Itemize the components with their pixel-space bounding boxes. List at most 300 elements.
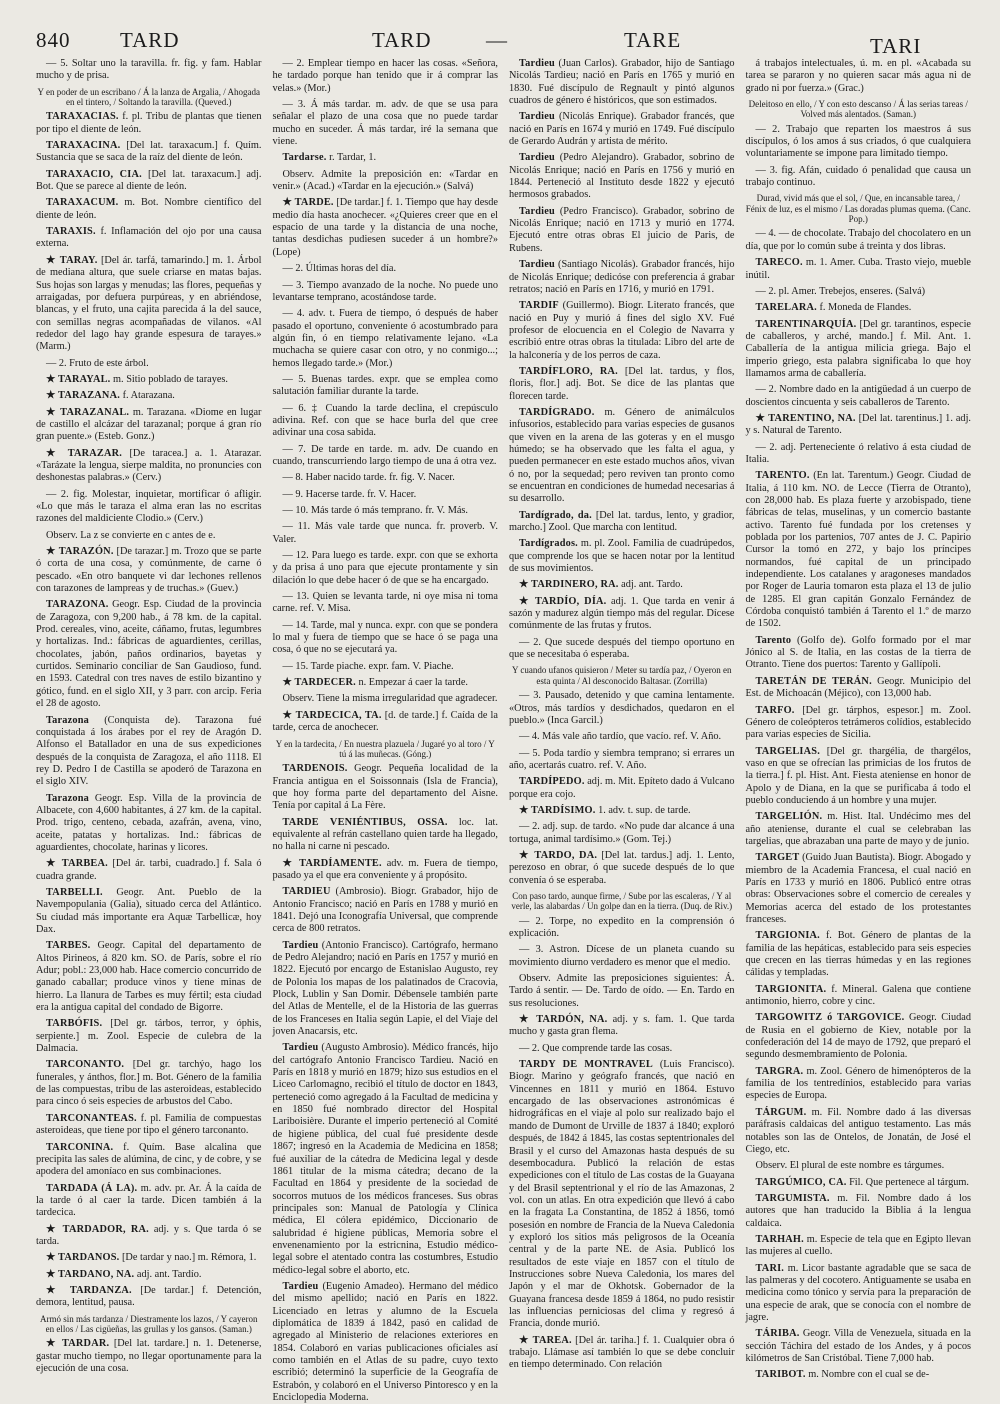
entry-definition: [De taracea.] a. 1. Atarazar. «Tarázate la lengua, sierpe maldita, no pronuncies con deshonestas palabras.» (Cerv.) <box>36 447 262 484</box>
dictionary-entry <box>509 58 735 107</box>
dictionary-entry <box>36 226 262 251</box>
dictionary-entry <box>273 1042 499 1277</box>
column-4 <box>745 58 972 1381</box>
entry-headword: TARGET <box>755 852 800 864</box>
entry-headword: ★ TARAY. <box>46 254 98 266</box>
entry-definition: (Juan Carlos). Grabador, hijo de Santiago Nicolás Tardieu; nació en París en 1765 y murió en 1830. Fué discípulo de Regnault y pintó algunos cuadros de género é históricos, que son estimados. <box>509 58 735 107</box>
entry-definition: [Del gr. thargélia, de thargélos, vaso en que se ofrecían las primicias de los frutos de la tierra.] f. pl. Hist. Ant. Fiesta ateniense en honor de Apolo y de Diana, en la que se purificaba á todo el pueblo conduciendo á un hombre y una mujer. <box>745 745 971 806</box>
dictionary-entry <box>509 1059 735 1331</box>
entry-definition: (Antonio Francisco). Cartógrafo, hermano de Pedro Alejandro; nació en París en 1757 y murió en 1822. Ejecutó por encargo de Estanislao Augusto, rey de Polonia los mapas de los palatinados de Cracovia, Plock, Lublin y San Domir. Débensele también parte del Atlas de Mentelle, el de la Historia de las guerras de los Franceses en Italia según Lapie, el del Viaje del joven Anacarsis, etc. <box>272 939 499 1038</box>
dictionary-entry <box>36 489 262 526</box>
entry-definition: — 2. adj. sup. de tardo. «No pude dar alcance á una tortuga, animal tardísimo.» (Gom. Tej.) <box>509 821 735 845</box>
entry-headword: TARDÍFLORO, RA. <box>519 365 618 377</box>
entry-definition: Observ. La z se convierte en c antes de e. <box>46 529 216 541</box>
entry-headword: Tardieu <box>282 1280 319 1292</box>
entry-headword: TARENTINARQUÍA. <box>755 318 857 330</box>
column-3 <box>509 58 735 1371</box>
entry-definition: f. pl. Familia de compuestas asteroideas, que tiene por tipo el género tarconanto. <box>36 1112 262 1137</box>
entry-headword: TARGRA. <box>755 1065 804 1077</box>
entry-headword: TARAXACINA. <box>46 140 121 152</box>
entry-headword: Tardieu <box>519 259 555 271</box>
entry-definition: [Del ár. tarbi, cuadrado.] f. Sala ó cuadra grande. <box>36 858 262 882</box>
entry-definition: f. Quím. Base alcalina que precipita las sales de alúmina, de cinc, y de cobre, y se apodera del amoníaco en sus combinaciones. <box>36 1141 262 1178</box>
dictionary-entry <box>36 715 262 789</box>
dictionary-entry <box>746 124 972 161</box>
dictionary-entry <box>36 140 262 165</box>
entry-headword: TARGELIAS. <box>755 745 820 757</box>
entry-definition: — 2. pl. Amer. Trebejos, enseres. (Salvá) <box>755 285 926 297</box>
dictionary-entry <box>746 811 972 848</box>
entry-definition: m. Fil. Nombre dado á los autores que han traducido la Biblia á la lengua caldaica. <box>745 1192 971 1229</box>
entry-headword: ★ TARDÍAMENTE. <box>282 857 382 869</box>
text-columns <box>36 58 972 1404</box>
dictionary-entry <box>509 366 735 403</box>
entry-definition: [De tarazar.] m. Trozo que se parte ó corta de una cosa, y comúnmente, de carne ó pescado. «En otro banquete vi dar lechones rellenos con tarazones de lampreas y de truchas.» (Guev.) <box>36 546 262 595</box>
entry-definition: Geogr. Ant. Pueblo de la Navempopulania (Galia), situado cerca del Atlántico. Su ciudad más importante era Aquæ Tarbellicæ, hoy Dax. <box>36 886 262 935</box>
dictionary-entry <box>746 1328 972 1365</box>
dictionary-entry <box>273 693 499 705</box>
dictionary-entry <box>273 505 499 517</box>
dictionary-entry <box>273 677 499 689</box>
entry-headword: TARAXIS. <box>46 226 96 238</box>
entry-headword: ★ TARAZAR. <box>46 447 123 459</box>
dictionary-entry <box>273 58 499 95</box>
entry-headword: TARCONANTEAS. <box>46 1112 137 1124</box>
entry-definition: (En lat. Tarentum.) Geogr. Ciudad de Italia, á 110 km. NO. de Lecce (Tierra de Otranto), con 28,000 hab. Es plaza fuerte y arzobispado, tiene fábricas de telas, muselinas, y un comercio bastante activo. Tarento fué fundada por los cretenses y poblada por los partenios, 707 antes de J. C. Papirio Cursor la tomó en 272, y bajo los príncipes normandos, fué capital de un principado independiente. Los catalanes y aragoneses mandados por Roger de Lauria tomaron esta plaza el 13 de julio de 1285. El gran capitán Gonzalo Fernández de Córdoba conquistó también á Tarento el 1.º de marzo de 1502. <box>745 470 971 630</box>
dictionary-entry <box>36 448 262 485</box>
entry-definition: [De tardar.] f. Detención, demora, lentitud, pausa. <box>36 1284 262 1309</box>
entry-headword: ★ TARDÍSIMO. <box>519 804 596 816</box>
entry-headword: Tardígrado, da. <box>519 509 592 521</box>
dictionary-entry <box>273 521 499 546</box>
entry-headword: Tardieu <box>519 152 555 164</box>
dictionary-entry <box>273 99 499 148</box>
entry-definition: m. pl. Zool. Familia de cuadrúpedos, que comprende los que se hacen notar por la lentitud de sus movimientos. <box>509 538 735 575</box>
entry-headword: ★ TARDADOR, RA. <box>46 1223 149 1235</box>
dictionary-entry <box>509 407 735 506</box>
entry-definition: m. Fil. Nombre dado á las diversas paráfrasis caldaicas del antiguo testamento. Las más notables son las de Ontelos, de Jonatán, de José el Ciego, etc. <box>745 1106 971 1155</box>
dictionary-entry <box>36 887 262 936</box>
entry-headword: TARDADA (Á LA). <box>46 1182 138 1194</box>
entry-headword: Tardieu <box>519 58 555 69</box>
guide-word-right: TARI <box>870 34 922 58</box>
entry-definition: Geogr. Pequeña localidad de la Francia antigua en el Soissonnais (Isla de Francia), que hoy forma parte del departamento del Aisne. Tenía por capital á La Fère. <box>272 763 498 812</box>
dictionary-entry <box>36 58 262 83</box>
dictionary-entry <box>509 748 735 773</box>
dictionary-entry <box>36 1142 262 1179</box>
entry-headword: Tardieu <box>282 939 319 951</box>
entry-definition: (Guillermo). Biogr. Literato francés, que nació en Puy y murió á fines del siglo XV. Fué profesor de elocuencia en el Colegio de Navarra y escribió entre otras obras la titulada: Libro del arte de la halconería y de los perros de caza. <box>509 300 735 361</box>
entry-headword: Tarazona <box>46 792 89 804</box>
entry-headword: TARGÚMICO, CA. <box>755 1176 847 1188</box>
entry-definition: f. Mineral. Galena que contiene antimonio, hierro, cobre y cinc. <box>745 983 971 1008</box>
dictionary-entry <box>746 1160 972 1172</box>
entry-headword: TARGIONIA. <box>755 930 820 942</box>
entry-definition: m. Tarazana. «Diome en lugar de castillo el alcázar del tarazanal; porque á gran río gran puente.» (Esteb. Gonz.) <box>36 406 262 443</box>
dictionary-entry <box>509 1043 735 1055</box>
dictionary-entry <box>273 940 499 1039</box>
entry-definition: [De tardar.] f. 1. Tiempo que hay desde medio día hasta anochecer. «¿Quieres creer que en el espacio de una tarde y la distancia de una noche, tantas desdichas pudiesen suceder á un hombre?» (Lope) <box>272 197 499 258</box>
entry-headword: ★ TARDÓN, NA. <box>519 1014 608 1026</box>
dictionary-entry <box>746 413 972 438</box>
entry-definition: (Ambrosio). Biogr. Grabador, hijo de Antonio Francisco; nació en París en 1788 y murió en 1841. Dejó una Iconografía Universal, que comprende cerca de 800 retratos. <box>272 886 498 935</box>
entry-definition: Observ. Admite las preposiciones siguientes: Á. Tardo á sentir. — De. Tardo de oído. — En. Tardo en sus resoluciones. <box>509 973 735 1009</box>
dictionary-entry <box>746 1012 972 1061</box>
entry-definition: 1. adv. t. sup. de tarde. <box>598 804 691 816</box>
entry-definition: — 3. Á más tardar. m. adv. de que se usa para señalar el plazo de una cosa que no puede tardar mucho en suceder. Á más tardar, iré la semana que viene. <box>272 99 498 148</box>
entry-definition: — 2. Trabajo que reparten los maestros á sus discípulos, ó los amos á sus criados, ó que cualquiera voluntariamente se impone para limitado tiempo. <box>745 123 971 160</box>
entry-definition: Geogr. Esp. Ciudad de la provincia de Zaragoza, con 9,200 hab., á 78 km. de la capital. Prod. cereales, vino, aceite, cáñamo, frutas, legumbres y hortalizas. Ind.: fábricas de aguardientes, cerillas, chocolates, jabón, paños ordinarios, bayetas y curtidos. Seminario conciliar de San Gaudioso, fund. en 1593. Catedral con tres naves de estilo bizantino y gótico, fund. en el siglo XII, y 3 parr. con arcip. Feria el 28 de agosto. <box>36 599 262 710</box>
dictionary-entry <box>273 620 499 657</box>
dictionary-entry <box>746 470 972 630</box>
dictionary-entry <box>273 152 499 164</box>
dictionary-entry <box>36 1338 262 1375</box>
entry-definition: Fil. Que pertenece al tárgum. <box>849 1176 969 1188</box>
entry-definition: adv. m. Fuera de tiempo, pasado ya el que era conveniente y á propósito. <box>272 857 498 881</box>
dictionary-entry <box>36 407 262 444</box>
verse-quote: Y en poder de un escribano / Á la lanza de Argalia, / Ahogada en el tintero, / Soltando la taravilla. (Queved.) <box>37 86 260 108</box>
entry-headword: Tardieu <box>519 111 555 123</box>
entry-definition: — 2. Que comprende tarde las cosas. <box>519 1042 673 1054</box>
verse-quote: Con paso tardo, aunque firme, / Sube por las escaleras, / Y al verle, las alabardas / Un golpe dan en la tierra. (Duq. de Riv.) <box>511 890 733 912</box>
entry-headword: TARGOWITZ ó TARGOVICE. <box>755 1012 905 1024</box>
dictionary-entry <box>746 442 972 467</box>
entry-headword: TARAXACUM. <box>46 197 119 209</box>
entry-headword: TARFO. <box>755 704 795 716</box>
entry-headword: TARCONANTO. <box>46 1059 125 1071</box>
dictionary-entry <box>36 1269 262 1281</box>
entry-definition: — 10. Más tarde ó más temprano. fr. V. Más. <box>282 505 469 516</box>
dictionary-entry <box>509 510 735 535</box>
entry-headword: TARENTO. <box>755 470 810 482</box>
dictionary-entry <box>746 1193 972 1230</box>
dictionary-entry <box>273 1281 499 1404</box>
dictionary-entry <box>273 169 499 194</box>
entry-headword: TARDIF <box>519 300 559 312</box>
dictionary-entry <box>746 705 972 742</box>
dictionary-entry <box>36 1018 262 1055</box>
entry-definition: m. adv. pr. Ar. Á la caída de la tarde ó al caer la tarde. Dicen también á la tardecica. <box>36 1182 262 1219</box>
dictionary-entry <box>273 197 499 259</box>
dictionary-entry <box>273 763 499 812</box>
entry-definition: — 4. Más vale año tardío, que vacío. ref. V. Año. <box>519 731 722 743</box>
entry-headword: TARCONINA. <box>46 1141 114 1153</box>
entry-headword: TARAXACIO, CIA. <box>46 168 142 180</box>
entry-definition: [Del lat. tardus, y flos, floris, flor.] adj. Bot. Se dice de las plantas que florecen tarde. <box>509 365 735 402</box>
entry-definition: [Del lat. tardus.] adj. 1. Lento, perezoso en obrar, ó que sucede después de lo que convenía ó se esperaba. <box>509 849 735 886</box>
entry-definition: — 15. Tarde piache. expr. fam. V. Piache. <box>282 660 454 672</box>
entry-definition: — 8. Haber nacido tarde. fr. fig. V. Nacer. <box>282 472 455 484</box>
entry-definition: [Del gr. tárphos, espesor.] m. Zool. Género de coleópteros tetrámeros colídios, establecido para varias especies de Sicilia. <box>745 704 971 741</box>
entry-headword: TARDE VENIÉNTIBUS, OSSA. <box>282 816 448 828</box>
entry-definition: m. Nombre con el cual se de- <box>808 1369 930 1381</box>
entry-headword: ★ TARDINERO, RA. <box>519 579 619 591</box>
dictionary-entry <box>746 58 972 95</box>
entry-definition: (Luis Francisco). Biogr. Marino y geógrafo francés, que nació en Vincennes en 1811 y murió en 1864. Estuvo encargado de las observaciones astronómicas é hidrográficas en el viaje al polo sur realizado bajo el mando de Dumont de Urville de 1837 á 1840; exploró después, de 1842 á 1845, las costas septentrionales del Brasil y el curso del Amazonas hasta después de su desembocadura. Publicó la relación de estas expediciones con el título de Las costas de la Guayana y del Brasil septentrional y el río de las Amazonas, 2 vol. con un atlas. En otra expedición que llevó á cabo en la fragata La Constantina, de 1852 á 1856, tomó posesión en nombre de Francia de la Nueva Caledonia y exploró los sitios más peligrosos de la Oceanía central y de la parte NE. de Asia. Publicó los resultados de este viaje en 1857 con el título de Instrucciones sobre Nueva Caledonia, los mares del Japón y el mar de Okhotsk. Gobernador de la Guayana francesa desde 1859 á 1864, no pudo resistir las influencias perniciosas del clima y regresó á Francia, donde murió. <box>509 1059 735 1330</box>
dictionary-entry <box>273 280 499 305</box>
dictionary-entry <box>36 374 262 386</box>
dictionary-entry <box>36 1224 262 1249</box>
entry-headword: TARDÍPEDO. <box>519 776 585 788</box>
entry-definition: m. 1. Amer. Cuba. Trasto viejo, mueble inútil. <box>745 257 972 281</box>
dictionary-entry <box>509 731 735 743</box>
dictionary-entry <box>273 550 499 587</box>
entry-definition: f. Inflamación del ojo por una causa externa. <box>36 226 262 250</box>
dictionary-entry <box>509 206 735 255</box>
verse-quote: Durad, vivid más que el sol, / Que, en incansable tarea, / Fénix de luz, es el mismo / Las doradas plumas quema. (Canc. Pop.) <box>745 193 971 225</box>
dictionary-entry <box>746 1369 972 1381</box>
entry-definition: — 5. Poda tardío y siembra temprano; si errares un año, acertarás cuatro. ref. V. Año. <box>509 747 735 771</box>
entry-definition: Geogr. Ciudad de Rusia en el gobierno de Kiev, notable por la confederación del 14 de mayo de 1792, que preparó el segundo desmembramiento de Polonia. <box>745 1012 971 1061</box>
entry-definition: Geogr. Municipio del Est. de Michoacán (Méjico), con 13,000 hab. <box>745 675 971 700</box>
guide-word-left: TARD <box>120 28 180 52</box>
dictionary-entry <box>509 850 735 887</box>
dictionary-entry <box>746 1107 972 1156</box>
entry-headword: Tarento <box>755 634 792 646</box>
entry-definition: [Del ár. tarfá, tamarindo.] m. 1. Árbol de mediana altura, que suele criarse en matas bajas. Sus hojas son largas y menudas; las flores, pequeñas y arraigadas, por defuera purpúreas, y en abriéndose, blancas, y el fruto, una cajita parecida á la del sauce, con semillas negras acompañadas de vilanos. «Al rededor del lago hay grande espesura de tarayes.» (Marm.) <box>36 254 262 353</box>
entry-definition: — 3. fig. Afán, cuidado ó penalidad que causa un trabajo continuo. <box>745 164 971 189</box>
dictionary-entry <box>509 973 735 1010</box>
entry-headword: TARGELIÓN. <box>755 811 823 823</box>
entry-definition: — 2. Emplear tiempo en hacer las cosas. «Señora, he tardado porque han tenido que ir á comprar las velas.» (Mor.) <box>272 58 498 94</box>
entry-definition: á trabajos intelectuales, ú. m. en pl. «Acabada su tarea se pararon y no quieren sacar más agua ni de grado ni por fuerza.» (Grac.) <box>745 58 971 94</box>
entry-definition: — 2. Últimas horas del día. <box>282 263 397 275</box>
entry-headword: TARHAH. <box>755 1233 804 1245</box>
verse-quote: Y en la tardecita, / En nuestra plazuela / Jugaré yo al toro / Y tú á las muñecas. (Góng.) <box>275 738 495 759</box>
dictionary-entry <box>746 165 972 190</box>
column-2 <box>272 58 499 1404</box>
entry-definition: [Del ár. tariha.] f. 1. Cualquier obra ó trabajo. Llámase así también lo que se debe concluir en tiempo determinado. Con relación <box>509 1334 735 1371</box>
dictionary-entry <box>509 111 735 148</box>
entry-definition: Geogr. Capital del departamento de Altos Pirineos, á 820 km. SO. de París, sobre el río Adur; pobl.: 23,000 hab. Hace comercio concurrido de ganado caballar; produce vinos y tiene minas de hierro. La llanura de Tarbes es muy fértil; esta ciudad era la antigua capital del condado de Bigorre. <box>36 940 262 1014</box>
entry-definition: f. Moneda de Flandes. <box>819 302 912 314</box>
dictionary-entry <box>509 1335 735 1372</box>
dictionary-entry <box>36 1059 262 1108</box>
dictionary-entry <box>36 1285 262 1310</box>
entry-headword: ★ TARDANOS. <box>46 1252 120 1264</box>
entry-definition: — 2. Fruto de este árbol. <box>46 357 149 369</box>
verse-quote: Y cuando ufanos quisieron / Meter su tardía paz, / Oyeron en esta quinta / Al desconocido Baltasar. (Zorrilla) <box>511 665 732 686</box>
dictionary-entry <box>36 197 262 222</box>
entry-definition: — 4. — de chocolate. Trabajo del chocolatero en un día, que por lo común sube á treinta y dos libras. <box>745 228 971 252</box>
entry-definition: — 13. Quien se levanta tarde, ni oye misa ni toma carne. ref. V. Misa. <box>272 591 498 615</box>
entry-headword: TARECO. <box>755 257 803 269</box>
dictionary-entry <box>273 374 499 399</box>
entry-definition: Geogr. Villa de Venezuela, situada en la sección Táchira del estado de los Andes, y á pocos kilómetros de San Cristóbal. Tiene 7,000 hab. <box>745 1328 971 1364</box>
entry-definition: (Nicolás Enrique). Grabador francés, que nació en París en 1674 y murió en 1749. Fué discípulo de Gerardo Audrán y artista de mérito. <box>509 111 735 148</box>
entry-definition: (Golfo de). Golfo formado por el mar Jónico al S. de Italia, en las costas de la tierra de Otranto. Tiene dos puertos: Tarento y Gallípoli. <box>745 634 971 671</box>
entry-definition: n. Empezar á caer la tarde. <box>358 677 468 689</box>
entry-definition: — 4. adv. t. Fuera de tiempo, ó después de haber pasado el oportuno, conveniente ó acostumbrado para algún fin, ó en tiempo relativamente lejano. «La muchacha se quiere casar con otro, y no conmigo...; hemos llegado tarde.» (Mor.) <box>272 308 498 369</box>
entry-headword: TARDY DE MONTRAVEL <box>519 1059 653 1071</box>
entry-definition: — 7. De tarde en tarde. m. adv. De cuando en cuando, transcurriendo largo tiempo de una á otra vez. <box>272 443 498 467</box>
entry-definition: [d. de tarde.] f. Caída de la tarde, cerca de anochecer. <box>272 709 498 734</box>
dictionary-entry <box>36 1252 262 1264</box>
entry-headword: Tarazona <box>46 714 89 726</box>
verse-quote: Armó sin más tardanza / Diestramente los lazos, / Y cayeron en ellos / Las cigüeñas, las grullas y los gansos. (Saman.) <box>39 1313 258 1334</box>
entry-headword: ★ TARDO, DA. <box>519 849 598 861</box>
entry-definition: — 12. Para luego es tarde. expr. con que se exhorta y da prisa á uno para que ejecute prontamente y sin dilación lo que debe hacer ó de que se ha encargado. <box>272 550 498 586</box>
page-number: 840 <box>36 28 71 52</box>
dictionary-entry <box>273 817 499 854</box>
entry-headword: Tardígrados. <box>519 538 578 550</box>
dictionary-entry <box>746 1234 972 1259</box>
dictionary-entry <box>36 530 262 542</box>
entry-headword: TARGUMISTA. <box>755 1192 830 1204</box>
entry-headword: TARBES. <box>46 940 91 952</box>
entry-definition: m. Género de animálculos infusorios, establecido para varias especies de gusanos que viven en la arena de las goteras y en el musgo húmedo; se ha observado que les falta el agua, y pueden permanecer en este estado muchos años, vivan ó no, por la sequedad; pero reviven tan pronto como se encuentran en condiciones de humedad necesarias á su desarrollo. <box>509 406 735 505</box>
dictionary-entry <box>746 635 972 672</box>
entry-headword: ★ TARDANZA. <box>46 1284 132 1296</box>
entry-headword: TÁRIBA. <box>755 1328 800 1340</box>
guide-word-center-right: TARE <box>624 28 682 52</box>
entry-definition: (Pedro Alejandro). Grabador, sobrino de Nicolás Enrique; nació en París en 1756 y murió en 1844. Perteneció al Instituto desde 1822 y ejecutó hermosos grabados. <box>509 152 735 201</box>
dictionary-entry <box>273 858 499 883</box>
entry-definition: [Del lat. taraxacum.] adj. Bot. Que se parece al diente de león. <box>36 168 262 193</box>
entry-definition: — 2. adj. Perteneciente ó relativo á esta ciudad de Italia. <box>745 441 971 465</box>
entry-headword: TARDÍGRADO. <box>519 406 595 418</box>
entry-headword: TARI. <box>755 1262 785 1274</box>
dictionary-entry <box>509 805 735 817</box>
entry-headword: ★ TARENTINO, NA. <box>755 412 856 424</box>
column-1 <box>36 58 262 1374</box>
dictionary-entry <box>273 886 499 935</box>
dictionary-entry <box>746 286 972 298</box>
entry-definition: (Guido Juan Bautista). Biogr. Abogado y miembro de la Academia Francesa, el cual nació en París en 1733 y murió en 1806. Publicó entre otras obras: Observaciones sobre el comercio de cereales y Memorias acerca del estado de los protestantes franceses. <box>745 852 971 925</box>
entry-headword: ★ TARAZANA. <box>46 390 120 402</box>
dictionary-entry <box>746 319 972 381</box>
guide-word-center-left: TARD <box>372 28 432 52</box>
entry-definition: m. Hist. Ital. Undécimo mes del año ateniense, durante el cual se celebraban las targelias, que abrazaban una parte de mayo y de junio. <box>745 811 971 847</box>
entry-definition: — 6. ‡ Cuando la tarde declina, el crepúsculo adivina. Ref. con que se hace burla del que cree adivinar una cosa sabida. <box>272 402 498 439</box>
entry-definition: m. Bot. Nombre científico del diente de león. <box>36 197 262 221</box>
entry-definition: (Eugenio Amadeo). Hermano del médico del mismo apellido; nació en París en 1822. Licenciado en letras y alumno de la Escuela diplomática de 1839 á 1842, pasó en calidad de agregado al Ministerio de relaciones exteriores en 1854. Colaboró en varias publicaciones oficiales así como también en el Atlas de su padre, cuyo texto escribió; determinó la superficie de la Geografía de Estrabón, y colaboró en el Universo Pintoresco y en la Enciclopedia Moderna. <box>272 1280 498 1404</box>
dictionary-entry <box>509 916 735 941</box>
dictionary-entry <box>509 596 735 633</box>
entry-headword: TARBÓFIS. <box>46 1018 103 1030</box>
dictionary-entry <box>36 599 262 710</box>
entry-definition: Observ. Admite la preposición en: «Tardar en venir.» (Acad.) «Tardar en la ejecución.» (Salvá) <box>272 168 498 193</box>
entry-definition: — 2. Que sucede después del tiempo oportuno en que se necesitaba ó esperaba. <box>509 636 735 661</box>
entry-definition: [De tardar y nao.] m. Rémora, 1. <box>122 1252 257 1264</box>
entry-headword: TARELARA. <box>755 302 817 314</box>
entry-headword: ★ TARBEA. <box>46 858 108 870</box>
entry-definition: — 3. Pausado, detenido y que camina lentamente. «Otros, más tardíos y desdichados, quedaron en el pueblo.» (Inca Garcil.) <box>509 690 735 726</box>
dictionary-entry <box>746 984 972 1009</box>
entry-definition: m. Sitio poblado de tarayes. <box>113 373 229 385</box>
entry-definition: f. Bot. Género de plantas de la familia de las hepáticas, establecido para seis especies que crecen en las tierras húmedas y en las regiones cálidas y templadas. <box>745 930 971 979</box>
entry-definition: f. Atarazana. <box>122 390 175 402</box>
entry-definition: adj. m. Mit. Epíteto dado á Vulcano porque era cojo. <box>509 776 735 800</box>
entry-headword: ★ TARDECER. <box>282 677 356 689</box>
dictionary-entry <box>36 940 262 1014</box>
dictionary-entry <box>746 302 972 314</box>
entry-definition: Observ. El plural de este nombre es tárgumes. <box>755 1160 945 1172</box>
entry-definition: [Del gr. tárbos, terror, y óphis, serpiente.] m. Zool. Especie de culebra de la Dalmacia. <box>36 1018 262 1055</box>
entry-headword: ★ TARDECICA, TA. <box>282 709 382 721</box>
entry-headword: TARETÁN DE TERÁN. <box>755 675 872 687</box>
entry-headword: ★ TARAYAL. <box>46 373 111 385</box>
entry-definition: — 5. Soltar uno la taravilla. fr. fig. y fam. Hablar mucho y de prisa. <box>36 58 262 82</box>
entry-headword: ★ TAREA. <box>519 1334 572 1346</box>
entry-headword: ★ TARDE. <box>282 197 334 209</box>
entry-definition: (Santiago Nicolás). Grabador francés, hijo de Nicolás Enrique; dedicóse con preferencia á grabar retratos; nació en París en 1716, y murió en 1791. <box>509 259 735 295</box>
header-separator: — <box>486 28 508 52</box>
entry-definition: f. pl. Tribu de plantas que tienen por tipo el diente de león. <box>36 111 262 135</box>
entry-headword: Tardarse. <box>282 152 327 164</box>
dictionary-entry <box>273 591 499 616</box>
entry-definition: adj. y s. Que tarda ó se tarda. <box>36 1223 262 1247</box>
dictionary-entry <box>509 1014 735 1039</box>
dictionary-entry <box>509 538 735 575</box>
entry-definition: — 9. Hacerse tarde. fr. V. Hacer. <box>282 488 417 500</box>
dictionary-entry <box>509 152 735 201</box>
page-header <box>28 22 972 62</box>
dictionary-entry <box>36 858 262 883</box>
entry-headword: TARDENOIS. <box>282 763 348 775</box>
entry-definition: — 2. fig. Molestar, inquietar, mortificar ó afligir. «Lo que más le taraza el alma eran las no escritas razones del maldiciente Clodio.» (Cerv.) <box>36 488 262 525</box>
entry-definition: — 3. Astron. Dícese de un planeta cuando su movimiento diurno verdadero es menor que el medio. <box>509 944 735 968</box>
dictionary-entry <box>273 444 499 469</box>
dictionary-entry <box>509 690 735 727</box>
entry-headword: TARAZONA. <box>46 599 109 611</box>
dictionary-entry <box>36 793 262 855</box>
entry-definition: loc. lat. equivalente al refrán castellano quien tarde ha llegado, no halla ni carne ni pescado. <box>272 816 498 853</box>
dictionary-entry <box>746 1066 972 1103</box>
entry-definition: Geogr. Esp. Villa de la provincia de Albacete, con 4,600 habitantes, á 27 km. de la capital. Prod. trigo, centeno, cebada, azafrán, avena, vino, aceite, patatas y hortalizas. Ind.: fábricas de aguardientes, chocolate, harinas y licores. <box>36 792 262 853</box>
entry-headword: TARBELLI. <box>46 886 103 898</box>
entry-definition: — 2. Nombre dado en la antigüedad á un cuerpo de doscientos cincuenta y seis caballeros de Tarento. <box>745 384 971 408</box>
entry-definition: adj. ant. Tardo. <box>621 579 683 591</box>
entry-definition: [Del gr. tarantinos, especie de caballeros, y arché, mando.] f. Mil. Ant. 1. Caballería de la antigua milicia griega. Bajo el imperio griego, esta palabra significaba lo que hoy llamamos arma de caballería. <box>745 318 972 379</box>
dictionary-entry <box>36 358 262 370</box>
dictionary-entry <box>273 489 499 501</box>
dictionary-entry <box>273 263 499 275</box>
entry-headword: TARAXACIAS. <box>46 111 119 123</box>
entry-definition: r. Tardar, 1. <box>329 152 377 164</box>
dictionary-entry <box>36 546 262 595</box>
dictionary-entry <box>746 852 972 926</box>
entry-definition: — 5. Buenas tardes. expr. que se emplea como salutación familiar durante la tarde. <box>272 373 498 398</box>
entry-definition: adj. y s. fam. 1. Que tarda mucho y gasta gran flema. <box>509 1014 735 1038</box>
dictionary-entry <box>746 228 972 253</box>
dictionary-entry <box>509 579 735 591</box>
entry-definition: adj. 1. Que tarda en venir á sazón y madurez algún tiempo más del regular. Dícese comúnmente de las frutas y frutos. <box>509 595 735 632</box>
dictionary-entry <box>746 930 972 979</box>
dictionary-entry <box>273 308 499 370</box>
verse-quote: Deleitoso en ello, / Y con esto descanso / Á las serias tareas / Volved más alentados. (Saman.) <box>748 99 968 120</box>
entry-headword: TARDIEU <box>282 886 331 898</box>
dictionary-entry <box>509 944 735 969</box>
entry-definition: (Augusto Ambrosio). Médico francés, hijo del cartógrafo Antonio Francisco Tardieu. Nació en París en 1818 y murió en 1879; hizo sus estudios en el Liceo Carlomagno, recibió el título de doctor en 1843, perteneció como agregado á la Facultad de medicina y en 1850 fué nombrado director del Hospital Lariboisière. Durante el imperio perteneció al Comité de higiene pública, del cual fué presidente desde 1867; ingresó en la Academia de Medicina en 1858; fué auxiliar de la cátedra de Medicina legal y desde 1861 titular de la misma cátedra; decano de la Facultad en 1864 y presidente de la sociedad de socorros mutuos de los médicos franceses. Sus obras principales son: Manual de Patología y Clínica médica, El cólera epidémico, Diccionario de salubridad é higiene públicas, Memoria sobre el envenenamiento por la estricnina, Estudio médico-legal sobre el atentado contra las costumbres, Estudio médico-legal sobre el aborto, etc. <box>272 1042 498 1276</box>
entry-definition: — 11. Más vale tarde que nunca. fr. proverb. V. Valer. <box>272 521 498 545</box>
entry-definition: Observ. Tiene la misma irregularidad que agradecer. <box>282 693 498 705</box>
dictionary-entry <box>36 111 262 136</box>
entry-headword: ★ TARDÍO, DÍA. <box>519 595 607 607</box>
dictionary-entry <box>746 746 972 808</box>
entry-headword: ★ TARAZÓN. <box>46 546 114 558</box>
entry-definition: [Del lat. tardus, lento, y gradior, marcho.] Zool. Que marcha con lentitud. <box>509 509 735 534</box>
entry-headword: ★ TARAZANAL. <box>46 406 130 418</box>
dictionary-entry <box>36 1113 262 1138</box>
dictionary-entry <box>273 661 499 673</box>
dictionary-entry <box>36 1183 262 1220</box>
entry-definition: (Pedro Francisco). Grabador, sobrino de Nicolás Enrique; nació en 1713 y murió en 1774. Ejecutó entre otras obras El juicio de Paris, de Rubens. <box>509 205 735 254</box>
entry-definition: (Conquista de). Tarazona fué conquistada á los árabes por el rey de Aragón D. Alfonso el Batallador en una de sus expediciones después de la conquista de Zaragoza, el año 1118. El rey D. Pedro I de Castilla se apoderó de Tarazona en el siglo XIV. <box>36 714 262 788</box>
entry-definition: [Del gr. tarchýo, hago los funerales, y ánthos, flor.] m. Bot. Género de la familia de las compuestas, tribu de las asteroideas, establecido para cinco ó seis especies de arbustos del Cabo. <box>36 1059 262 1108</box>
entry-definition: m. Licor bastante agradable que se saca de las palmeras y del cocotero. Antiguamente se usaba en medicina como tónico y servía para la preparación de una especie de arak, que se conocía con el nombre de jagre. <box>745 1262 971 1323</box>
entry-definition: — 2. Torpe, no expedito en la comprensión ó explicación. <box>509 915 735 939</box>
